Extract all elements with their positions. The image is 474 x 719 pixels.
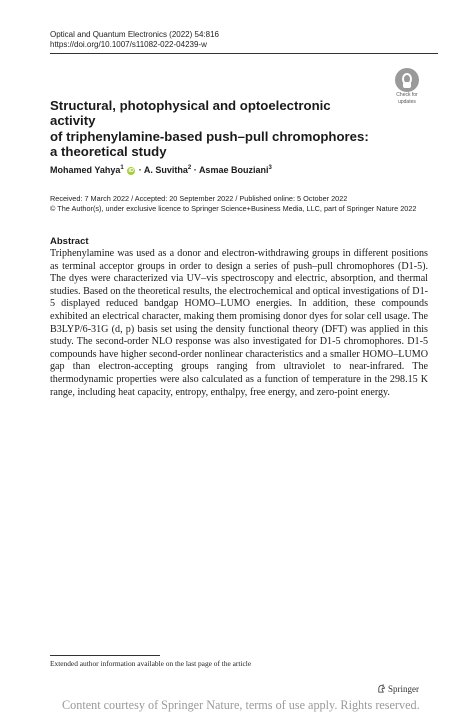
- abstract-heading: Abstract: [50, 236, 89, 247]
- courtesy-notice: Content courtesy of Springer Nature, terms of use apply. Rights reserved.: [62, 698, 420, 712]
- author-name[interactable]: Mohamed Yahya: [50, 165, 121, 175]
- footnote-divider: [50, 655, 160, 656]
- author-name[interactable]: Asmae Bouziani: [198, 165, 269, 175]
- springer-horse-icon: [377, 684, 386, 693]
- copyright-line: © The Author(s), under exclusive licence to Springer Science+Business Media, LLC, part of Springer Nature 2022: [50, 204, 417, 213]
- title-line: Structural, photophysical and optoelectronic activity: [50, 98, 331, 129]
- check-updates-label-1: Check for: [396, 92, 418, 98]
- header-divider: [50, 53, 438, 54]
- check-for-updates-badge[interactable]: [392, 68, 422, 105]
- doi-link[interactable]: https://doi.org/10.1007/s11082-022-04239-w: [50, 40, 207, 49]
- article-title: [50, 98, 370, 160]
- author-affiliation: 3: [268, 165, 272, 171]
- check-updates-label-2: updates: [398, 98, 416, 105]
- dates-line: Received: 7 March 2022 / Accepted: 20 September 2022 / Published online: 5 October 2022: [50, 194, 348, 203]
- publisher-name: Springer: [388, 684, 419, 694]
- publication-history: [50, 194, 416, 214]
- title-line: a theoretical study: [50, 144, 167, 160]
- journal-citation: Optical and Quantum Electronics (2022) 54:816: [50, 30, 219, 39]
- footnote: Extended author information available on the last page of the article: [50, 659, 252, 668]
- author-name[interactable]: A. Suvitha: [143, 165, 188, 175]
- author-affiliation: 1: [120, 165, 124, 171]
- author-affiliation: 2: [187, 165, 192, 171]
- orcid-icon[interactable]: iD: [128, 168, 134, 174]
- author-separator: ·: [136, 165, 144, 175]
- abstract-text: Triphenylamine was used as a donor and electron-withdrawing groups in different positions as terminal acceptor groups in order to design a series of push–pull chromophores (D1-5). The dyes were characterized via UV–vis spectroscopy and electric, absorption, and thermal studies. Based on the theoretical results, the electrochemical and optical investigations of D1-5 displayed reduced bandgap HOMO–LUMO energies. In addition, these compounds exhibited an electrical character, making them promising donor dyes for solar cell usage. The B3LYP/6-31G (d, p) basis set using the density functional theory (DFT) was applied in this study. The second-order NLO response was also investigated for D1-5 chromophores. D1-5 compounds have higher second-order nonlinear characteristics and a smaller HOMO–LUMO gap than electron-accepting groups ranging from ultraviolet to near-infrared. The thermodynamic properties were also calculated as a function of temperature in the 298.15 K range, including heat capacity, entropy, enthalpy, free energy, and zero-point energy.: [50, 248, 428, 398]
- author-separator: ·: [191, 165, 199, 175]
- check-updates-icon: [395, 68, 419, 92]
- title-line: of triphenylamine-based push–pull chromophores:: [50, 128, 369, 144]
- author-list: [50, 165, 272, 175]
- publisher-logo: [377, 684, 419, 694]
- journal-header: [50, 30, 219, 50]
